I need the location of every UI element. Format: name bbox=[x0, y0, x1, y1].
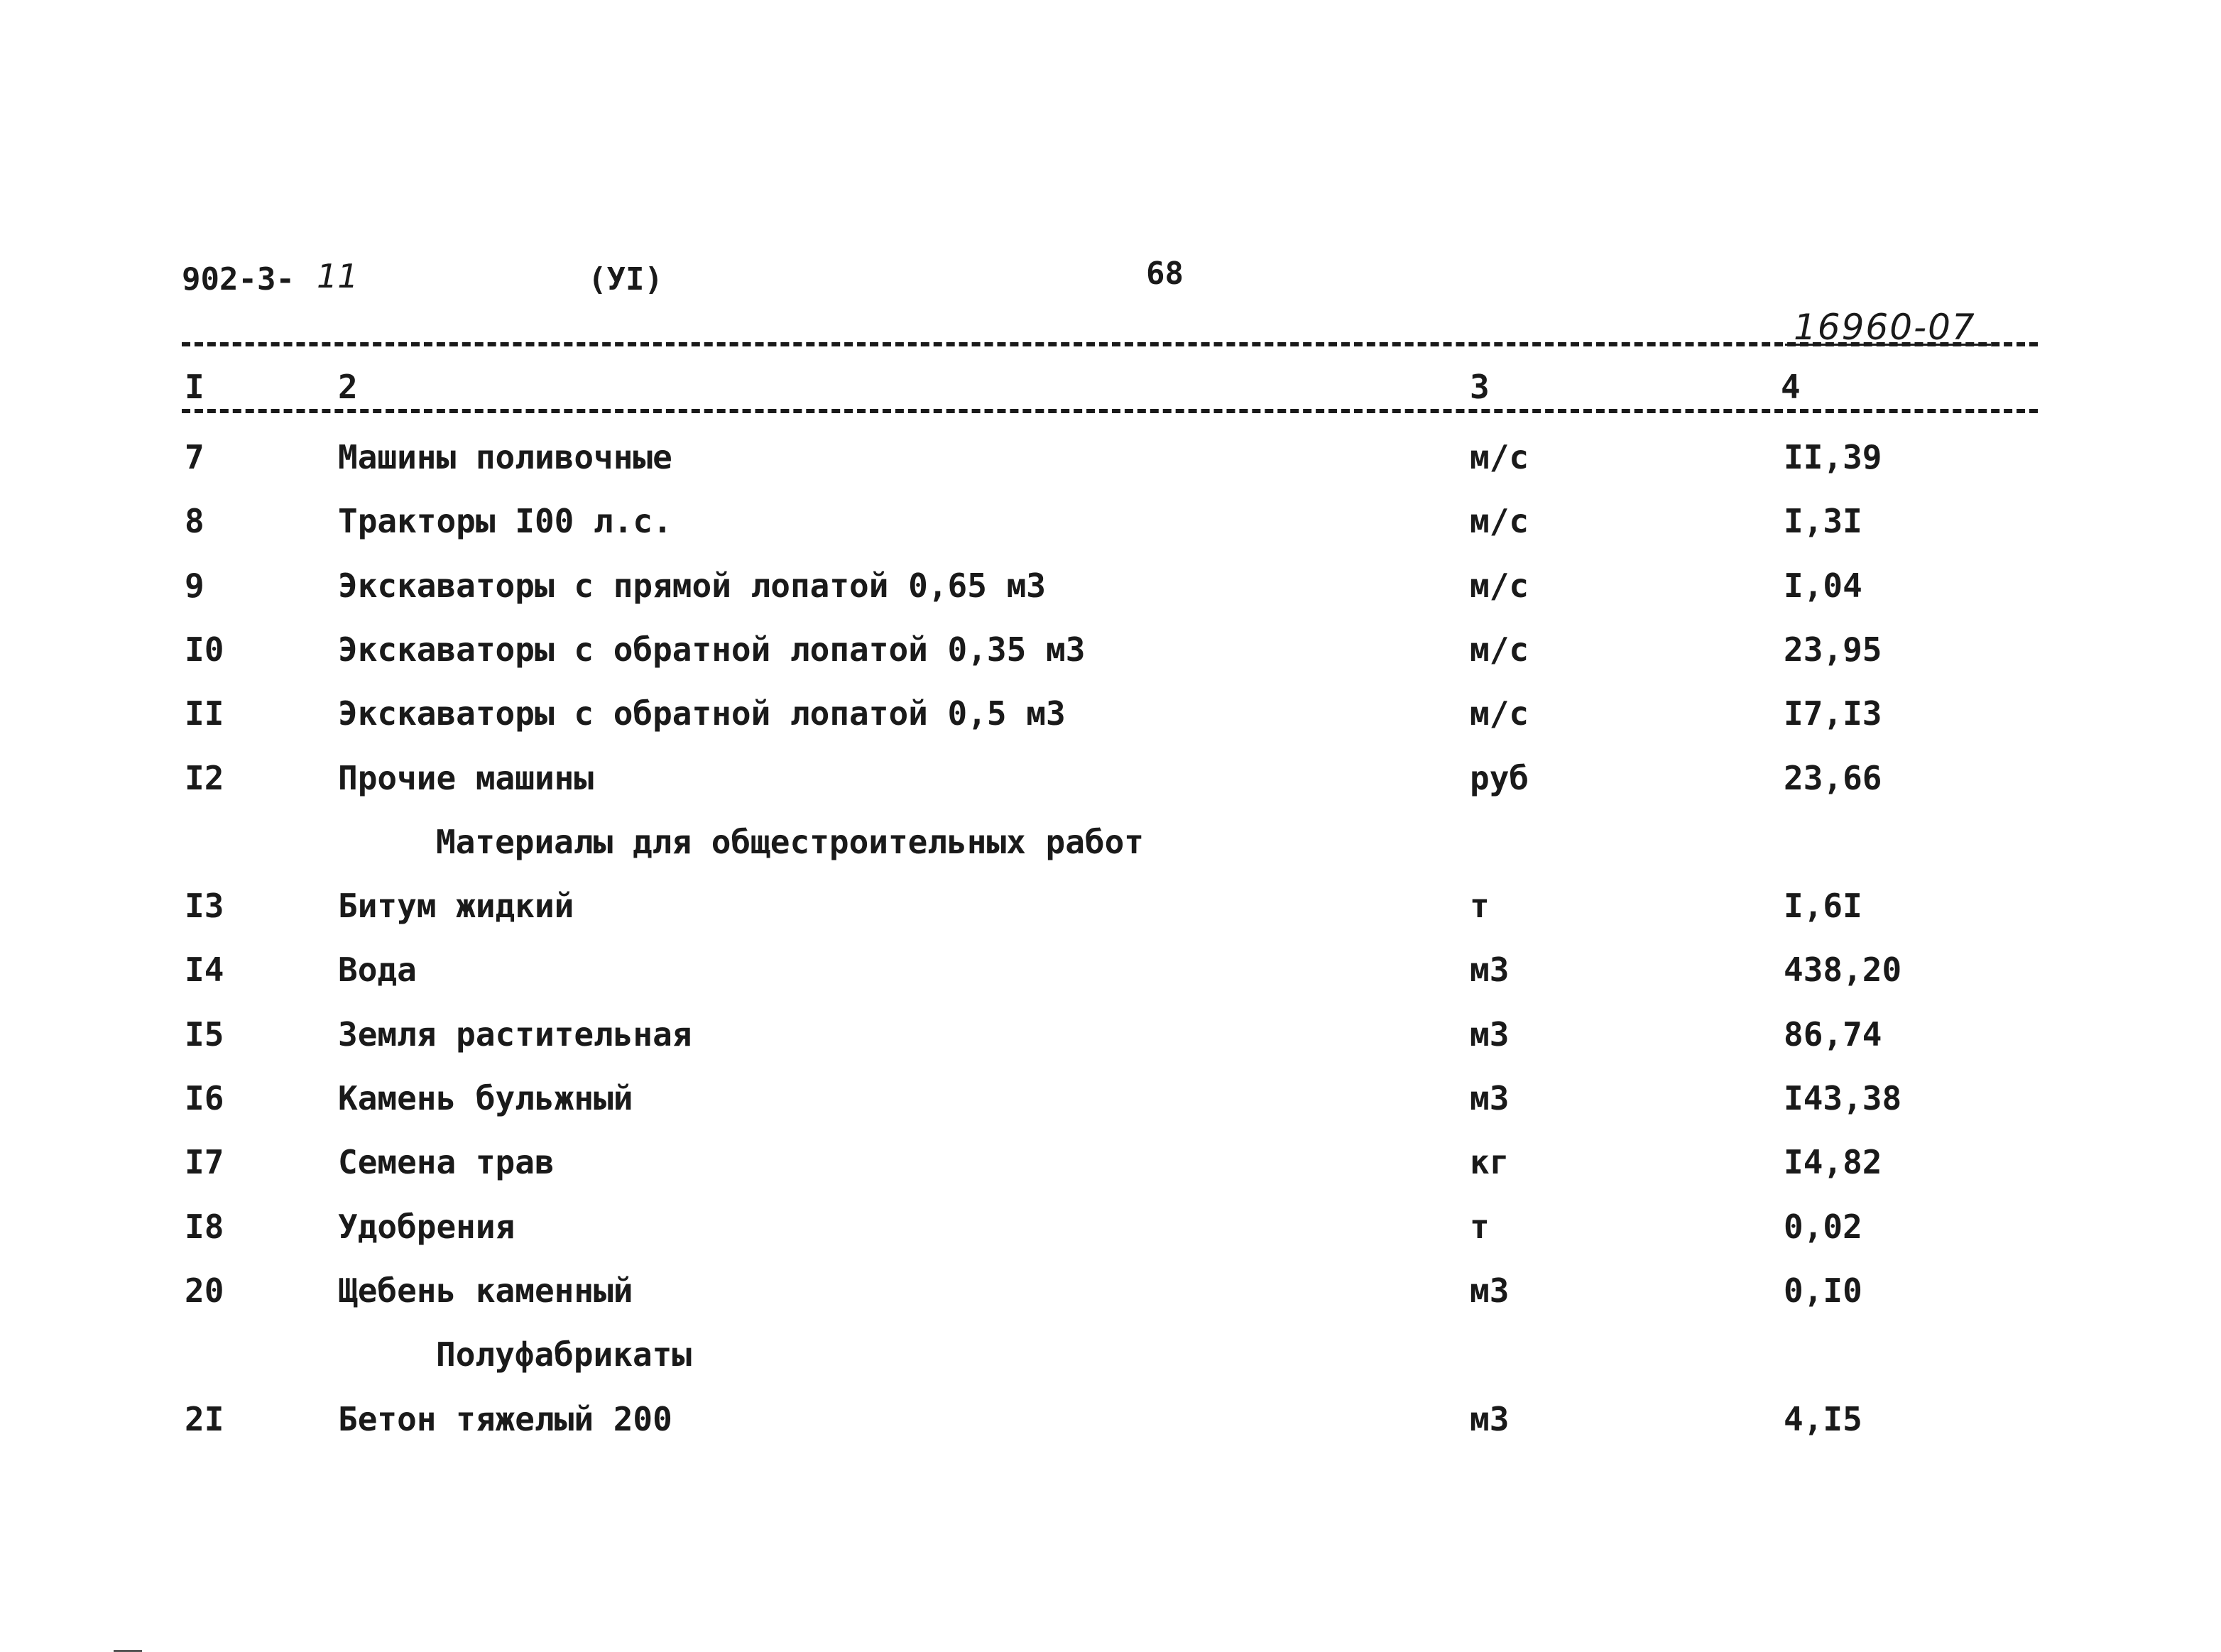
table-row bbox=[0, 692, 2221, 735]
page-number: 68 bbox=[1146, 256, 1184, 292]
row-number: I4 bbox=[185, 951, 224, 989]
resource-name: Бетон тяжелый 200 bbox=[338, 1400, 672, 1438]
table-row bbox=[0, 1205, 2221, 1248]
resource-name: Земля растительная bbox=[338, 1015, 692, 1054]
unit: м3 bbox=[1470, 1079, 1510, 1117]
row-number: 7 bbox=[185, 438, 204, 476]
unit: м/с bbox=[1470, 567, 1529, 605]
quantity-value: 86,74 bbox=[1784, 1015, 1882, 1054]
table-row bbox=[0, 1077, 2221, 1120]
quantity-value: 23,66 bbox=[1784, 759, 1882, 797]
table-row bbox=[0, 1398, 2221, 1440]
section-marker: (УI) bbox=[588, 261, 663, 297]
table-row bbox=[0, 628, 2221, 671]
unit: м3 bbox=[1470, 1271, 1510, 1310]
column-header-2: 2 bbox=[338, 368, 358, 406]
quantity-value: I7,I3 bbox=[1784, 694, 1882, 733]
table-row bbox=[0, 757, 2221, 799]
unit: м3 bbox=[1470, 951, 1510, 989]
row-number: I5 bbox=[185, 1015, 224, 1054]
unit: т bbox=[1470, 1208, 1490, 1246]
row-number: I0 bbox=[185, 630, 224, 669]
resource-name: Экскаваторы с прямой лопатой 0,65 м3 bbox=[338, 567, 1046, 605]
resource-name: Камень бульжный bbox=[338, 1079, 633, 1117]
unit: м3 bbox=[1470, 1400, 1510, 1438]
table-row bbox=[0, 948, 2221, 991]
resource-name: Щебень каменный bbox=[338, 1271, 633, 1310]
unit: кг bbox=[1470, 1143, 1510, 1181]
column-header-3: 3 bbox=[1470, 368, 1490, 406]
table-row bbox=[0, 885, 2221, 927]
quantity-value: I,3I bbox=[1784, 502, 1862, 540]
resource-name: Экскаваторы с обратной лопатой 0,5 м3 bbox=[338, 694, 1066, 733]
row-number: 2I bbox=[185, 1400, 224, 1438]
table-row bbox=[0, 1141, 2221, 1183]
row-number: I3 bbox=[185, 887, 224, 925]
unit: м3 bbox=[1470, 1015, 1510, 1054]
document-number-handwritten: 11 bbox=[317, 257, 359, 295]
resource-name: Удобрения bbox=[338, 1208, 515, 1246]
resource-name: Вода bbox=[338, 951, 417, 989]
quantity-value: I4,82 bbox=[1784, 1143, 1882, 1181]
table-row bbox=[0, 1013, 2221, 1056]
quantity-value: I,04 bbox=[1784, 567, 1862, 605]
quantity-value: 4,I5 bbox=[1784, 1400, 1862, 1438]
row-number: I7 bbox=[185, 1143, 224, 1181]
unit: м/с bbox=[1470, 694, 1529, 733]
row-number: 20 bbox=[185, 1271, 224, 1310]
section-title: Материалы для общестроительных работ bbox=[436, 823, 1144, 861]
table-row bbox=[0, 1269, 2221, 1312]
unit: м/с bbox=[1470, 630, 1529, 669]
quantity-value: 0,I0 bbox=[1784, 1271, 1862, 1310]
row-number: 8 bbox=[185, 502, 204, 540]
resource-name: Прочие машины bbox=[338, 759, 594, 797]
quantity-value: I43,38 bbox=[1784, 1079, 1902, 1117]
row-number: I8 bbox=[185, 1208, 224, 1246]
resource-name: Машины поливочные bbox=[338, 438, 672, 476]
quantity-value: 0,02 bbox=[1784, 1208, 1862, 1246]
quantity-value: I,6I bbox=[1784, 887, 1862, 925]
document-number-prefix: 902-3- bbox=[182, 261, 295, 297]
column-header-4: 4 bbox=[1781, 368, 1801, 406]
quantity-value: II,39 bbox=[1784, 438, 1882, 476]
table-row bbox=[0, 436, 2221, 478]
quantity-value: 23,95 bbox=[1784, 630, 1882, 669]
unit: руб bbox=[1470, 759, 1529, 797]
table-row bbox=[0, 564, 2221, 607]
table-row bbox=[0, 500, 2221, 542]
column-header-1: I bbox=[185, 368, 204, 406]
row-number: I6 bbox=[185, 1079, 224, 1117]
resource-name: Тракторы I00 л.с. bbox=[338, 502, 672, 540]
unit: м/с bbox=[1470, 502, 1529, 540]
stamp-number: 16960-07 bbox=[1794, 307, 1976, 348]
unit: т bbox=[1470, 887, 1490, 925]
unit: м/с bbox=[1470, 438, 1529, 476]
row-number: II bbox=[185, 694, 224, 733]
row-number: I2 bbox=[185, 759, 224, 797]
quantity-value: 438,20 bbox=[1784, 951, 1902, 989]
row-number: 9 bbox=[185, 567, 204, 605]
resource-name: Экскаваторы с обратной лопатой 0,35 м3 bbox=[338, 630, 1086, 669]
resource-name: Битум жидкий bbox=[338, 887, 574, 925]
section-title: Полуфабрикаты bbox=[436, 1335, 692, 1374]
resource-name: Семена трав bbox=[338, 1143, 555, 1181]
